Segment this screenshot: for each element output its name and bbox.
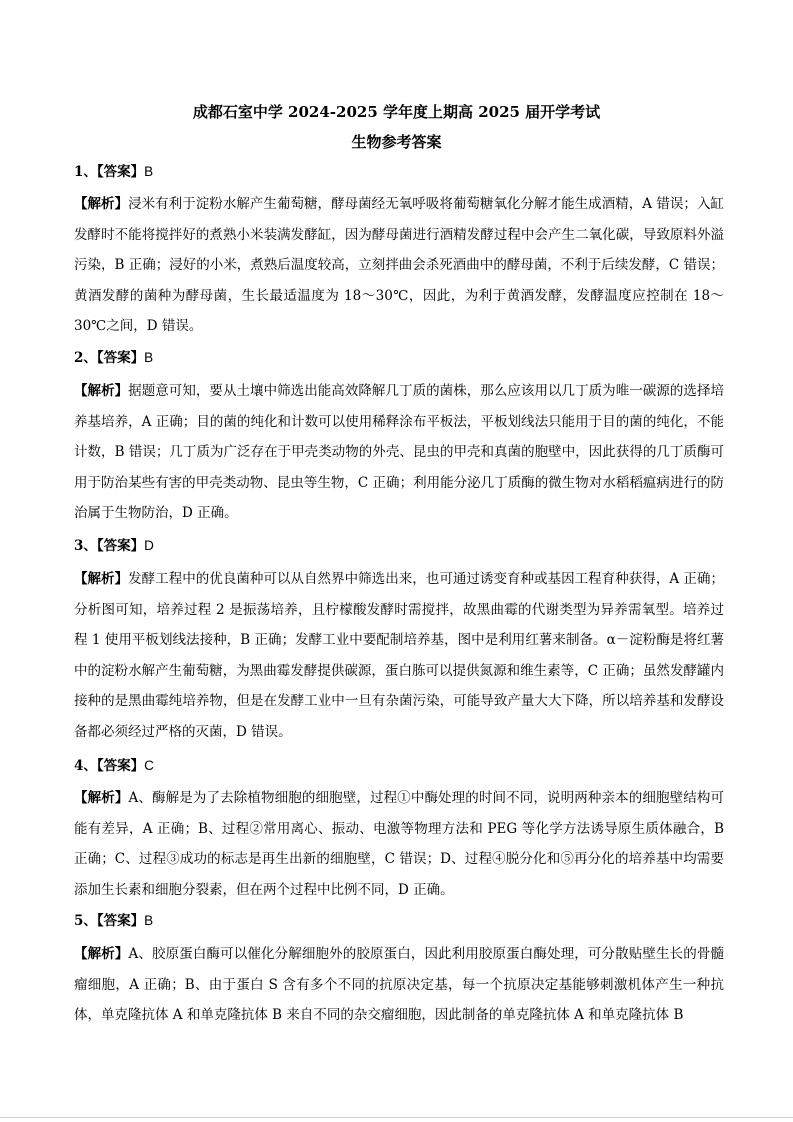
page-bottom-rule bbox=[0, 1117, 793, 1118]
analysis-tag: 【解析】 bbox=[74, 196, 129, 212]
answer-tag: 【答案】 bbox=[96, 538, 145, 554]
answer-line bbox=[74, 756, 154, 776]
analysis-paragraph bbox=[74, 783, 724, 905]
analysis-paragraph bbox=[74, 939, 724, 1031]
analysis-paragraph bbox=[74, 376, 724, 529]
document-title: 成都石室中学 2024-2025 学年度上期高 2025 届开学考试 bbox=[192, 103, 601, 121]
answer-value: B bbox=[144, 350, 154, 365]
answer-value: D bbox=[144, 538, 154, 553]
answer-line bbox=[74, 162, 153, 182]
analysis-tag: 【解析】 bbox=[74, 571, 129, 587]
answer-tag: 【答案】 bbox=[96, 164, 145, 180]
analysis-tag: 【解析】 bbox=[74, 946, 129, 962]
question-number: 5、 bbox=[74, 913, 97, 929]
answer-tag: 【答案】 bbox=[96, 758, 145, 774]
analysis-text: A、胶原蛋白酶可以催化分解细胞外的胶原蛋白，因此利用胶原蛋白酶处理，可分散贴壁生长的骨髓瘤细胞，A 正确；B、由于蛋白 S 含有多个不同的抗原决定基，每一个抗原决定基能够刺激机体产生一种抗体，单克隆抗体 A 和单克隆抗体 B 来自不同的杂交瘤细胞，因此制备的单克隆抗体 A 和单克隆抗体 B bbox=[74, 946, 725, 1023]
analysis-text: A、酶解是为了去除植物细胞的细胞壁，过程①中酶处理的时间不同，说明两种亲本的细胞壁结构可能有差异，A 正确；B、过程②常用离心、振动、电激等物理方法和 PEG 等化学方法诱导原生质体融合，B 正确；C、过程③成功的标志是再生出新的细胞壁，C 错误；D、过程④脱分化和⑤再分化的培养基中均需要添加生长素和细胞分裂素，但在两个过程中比例不同，D 正确。 bbox=[74, 790, 725, 898]
question-number: 2、 bbox=[74, 350, 97, 366]
analysis-text: 浸米有利于淀粉水解产生葡萄糖，酵母菌经无氧呼吸将葡萄糖氧化分解才能生成酒精，A 错误；入缸发酵时不能将搅拌好的煮熟小米装满发酵缸，因为酵母菌进行酒精发酵过程中会产生二氧化碳，导致原料外溢污染，B 正确；浸好的小米，煮熟后温度较高，立刻拌曲会杀死酒曲中的酵母菌，不利于后续发酵，C 错误；黄酒发酵的菌种为酵母菌，生长最适温度为 18～30℃，因此，为利于黄酒发酵，发酵温度应控制在 18～30℃之间，D 错误。 bbox=[74, 196, 724, 334]
answer-line bbox=[74, 536, 154, 556]
analysis-tag: 【解析】 bbox=[74, 383, 129, 399]
answer-line bbox=[74, 911, 153, 931]
question-number: 4、 bbox=[74, 758, 97, 774]
analysis-paragraph bbox=[74, 189, 724, 342]
answer-tag: 【答案】 bbox=[96, 913, 145, 929]
question-number: 1、 bbox=[74, 164, 97, 180]
answer-line bbox=[74, 348, 153, 368]
analysis-tag: 【解析】 bbox=[74, 790, 129, 806]
analysis-paragraph bbox=[74, 564, 724, 747]
analysis-text: 发酵工程中的优良菌种可以从自然界中筛选出来，也可通过诱变育种或基因工程育种获得，A 正确；分析图可知，培养过程 2 是振荡培养，且柠檬酸发酵时需搅拌，故黑曲霉的代谢类型为异养需氧型。培养过程 1 使用平板划线法接种，B 正确；发酵工业中要配制培养基，图中是利用红薯来制备。α－淀粉酶是将红薯中的淀粉水解产生葡萄糖，为黑曲霉发酵提供碳源，蛋白胨可以提供氮源和维生素等，C 正确；虽然发酵罐内接种的是黑曲霉纯培养物，但是在发酵工业中一旦有杂菌污染，可能导致产量大大下降，所以培养基和发酵设备都必须经过严格的灭菌，D 错误。 bbox=[74, 571, 724, 740]
analysis-text: 据题意可知，要从土壤中筛选出能高效降解几丁质的菌株，那么应该用以几丁质为唯一碳源的选择培养基培养，A 正确；目的菌的纯化和计数可以使用稀释涂布平板法，平板划线法只能用于目的菌的纯化，不能计数，B 错误；几丁质为广泛存在于甲壳类动物的外壳、昆虫的甲壳和真菌的胞壁中，因此获得的几丁质酶可用于防治某些有害的甲壳类动物、昆虫等生物，C 正确；利用能分泌几丁质酶的微生物对水稻稻瘟病进行的防治属于生物防治，D 正确。 bbox=[74, 383, 725, 521]
answer-value: B bbox=[144, 913, 154, 928]
answer-tag: 【答案】 bbox=[96, 350, 145, 366]
document-subtitle: 生物参考答案 bbox=[351, 133, 442, 151]
answer-value: B bbox=[144, 164, 154, 179]
answer-value: C bbox=[144, 758, 154, 773]
question-number: 3、 bbox=[74, 538, 97, 554]
